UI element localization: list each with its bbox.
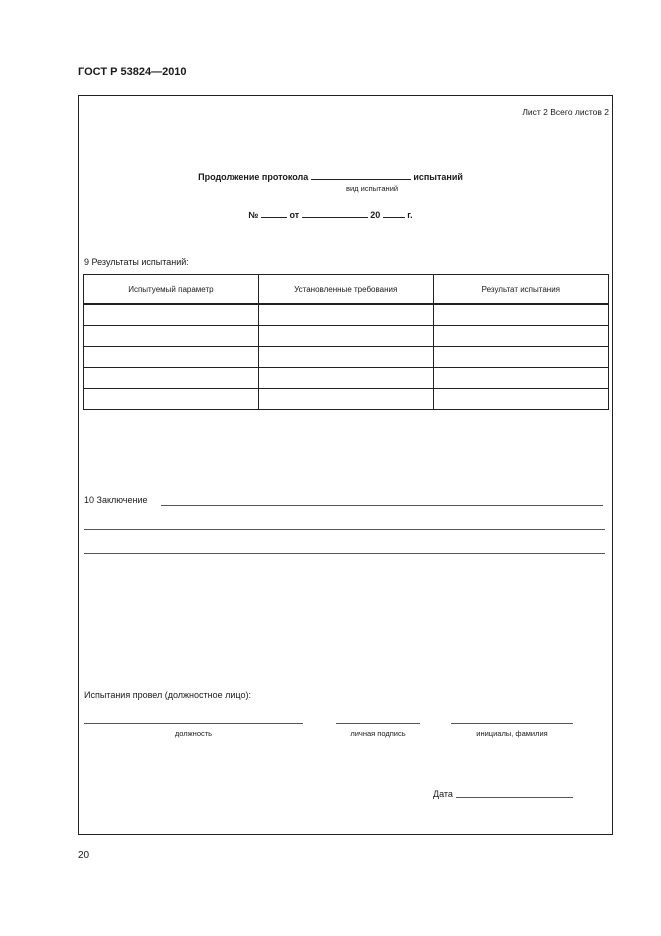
sheet-info: Лист 2 Всего листов 2 bbox=[522, 107, 609, 117]
table-cell[interactable] bbox=[258, 347, 433, 368]
signature-line[interactable] bbox=[336, 723, 420, 724]
table-cell[interactable] bbox=[433, 368, 608, 389]
table-cell[interactable] bbox=[433, 304, 608, 326]
number-from-label: от bbox=[289, 210, 300, 220]
protocol-year-blank bbox=[383, 208, 405, 218]
position-caption: должность bbox=[174, 729, 213, 738]
column-header-result: Результат испытания bbox=[433, 275, 608, 305]
protocol-date-blank bbox=[302, 208, 368, 218]
results-table bbox=[83, 274, 609, 410]
date-line[interactable] bbox=[456, 797, 573, 798]
section-10-label: 10 Заключение bbox=[84, 495, 148, 505]
form-frame bbox=[78, 95, 613, 835]
table-cell[interactable] bbox=[258, 304, 433, 326]
results-table-header-row bbox=[84, 275, 609, 305]
table-cell[interactable] bbox=[433, 347, 608, 368]
table-cell[interactable] bbox=[258, 368, 433, 389]
protocol-number-blank bbox=[261, 208, 287, 218]
test-kind-blank bbox=[311, 170, 411, 180]
conclusion-line-1[interactable] bbox=[161, 505, 603, 506]
section-9-label: 9 Результаты испытаний: bbox=[84, 257, 189, 267]
table-row bbox=[84, 326, 609, 347]
table-row bbox=[84, 304, 609, 326]
conclusion-line-3[interactable] bbox=[84, 553, 605, 554]
position-line[interactable] bbox=[84, 723, 303, 724]
table-cell[interactable] bbox=[258, 389, 433, 410]
table-cell[interactable] bbox=[84, 389, 259, 410]
number-suffix-label: г. bbox=[407, 210, 413, 220]
table-cell[interactable] bbox=[84, 368, 259, 389]
table-cell[interactable] bbox=[258, 326, 433, 347]
protocol-number-line bbox=[0, 208, 661, 220]
name-line[interactable] bbox=[451, 723, 573, 724]
number-sign: № bbox=[248, 210, 259, 220]
date-label: Дата bbox=[433, 789, 453, 799]
protocol-title bbox=[0, 170, 661, 182]
signature-caption: личная подпись bbox=[350, 729, 406, 738]
column-header-requirements: Установленные требования bbox=[258, 275, 433, 305]
number-year-label: 20 bbox=[370, 210, 381, 220]
name-caption: инициалы, фамилия bbox=[476, 729, 548, 738]
table-row bbox=[84, 368, 609, 389]
standard-code-header: ГОСТ Р 53824—2010 bbox=[78, 66, 187, 78]
table-cell[interactable] bbox=[84, 304, 259, 326]
conclusion-line-2[interactable] bbox=[84, 529, 605, 530]
test-kind-caption: вид испытаний bbox=[346, 184, 399, 193]
table-row bbox=[84, 389, 609, 410]
protocol-title-prefix: Продолжение протокола bbox=[198, 172, 309, 182]
table-row bbox=[84, 347, 609, 368]
column-header-parameter: Испытуемый параметр bbox=[84, 275, 259, 305]
table-cell[interactable] bbox=[433, 389, 608, 410]
table-cell[interactable] bbox=[84, 347, 259, 368]
table-cell[interactable] bbox=[84, 326, 259, 347]
page-number: 20 bbox=[78, 850, 90, 861]
signoff-label: Испытания провел (должностное лицо): bbox=[84, 690, 251, 700]
protocol-title-suffix: испытаний bbox=[413, 172, 463, 182]
table-cell[interactable] bbox=[433, 326, 608, 347]
